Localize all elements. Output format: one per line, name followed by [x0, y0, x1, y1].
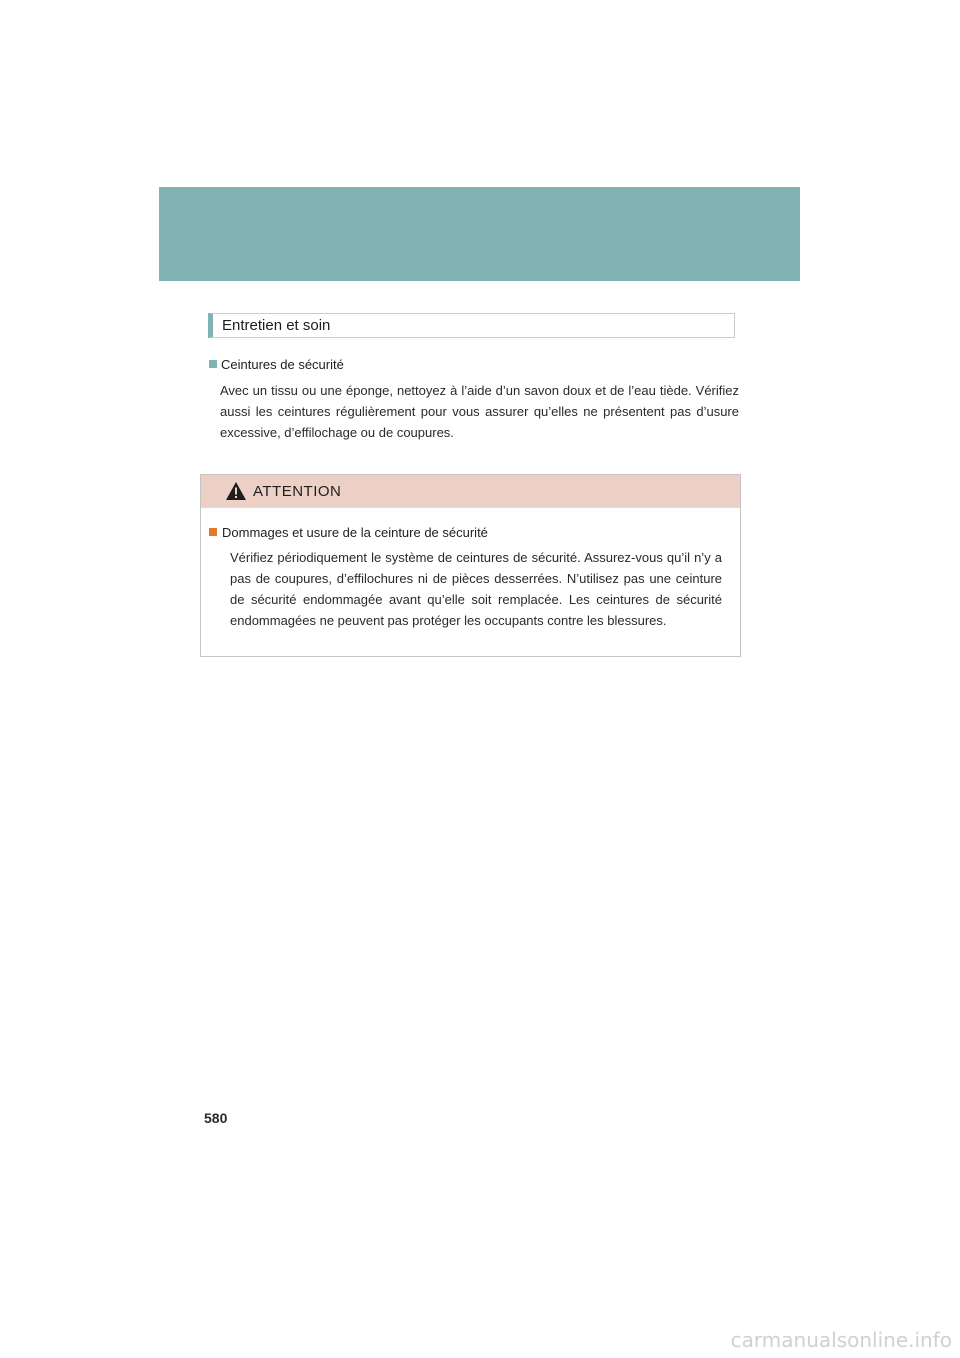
- warning-triangle-icon: [225, 481, 247, 501]
- section-heading: [208, 313, 735, 338]
- warning-body: [201, 508, 740, 631]
- subsection-heading: [209, 354, 739, 374]
- subsection-heading-text: Ceintures de sécurité: [221, 356, 344, 372]
- square-bullet-icon: [209, 528, 217, 536]
- watermark: carmanualsonline.info: [730, 1328, 952, 1352]
- subsection-body-text: Avec un tissu ou une éponge, nettoyez à l’aide d’un savon doux et de l’eau tiède. Vérifiez aussi les ceintures régulièrement pour vous assurer qu’elles ne présentent pas d’usure excessive, d’effilochage ou de coupures.: [220, 383, 739, 440]
- page-number: 580: [204, 1110, 228, 1126]
- subsection-seatbelts: [209, 354, 739, 443]
- warning-box: [200, 474, 741, 657]
- warning-title: ATTENTION: [253, 482, 342, 500]
- header-band: [159, 187, 800, 281]
- square-bullet-icon: [209, 360, 217, 368]
- warning-subheading-text: Dommages et usure de la ceinture de sécurité: [222, 524, 488, 540]
- section-title: Entretien et soin: [222, 317, 331, 334]
- warning-header: [201, 475, 740, 508]
- warning-body-text: Vérifiez périodiquement le système de ceintures de sécurité. Assurez-vous qu’il n’y a pas de coupures, d’effilochures ni de pièces desserrées. N’utilisez pas une ceinture de sécurité endommagée avant qu’elle soit remplacée. Les ceintures de sécurité endommagées ne peuvent pas protéger les occupants contre les blessures.: [230, 550, 722, 628]
- warning-subheading: [209, 522, 722, 542]
